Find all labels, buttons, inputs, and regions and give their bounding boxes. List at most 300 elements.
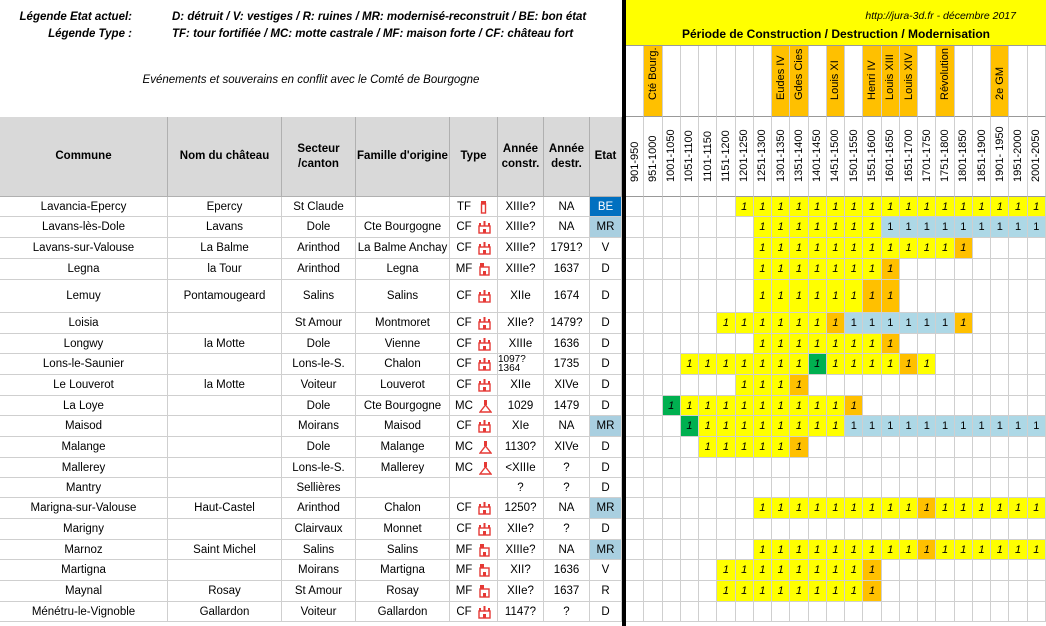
cell-famille [356, 560, 450, 581]
sovereign-header [626, 46, 644, 117]
chateau-value: Epercy [206, 200, 243, 213]
sovereign-label: Gdes Cies [792, 48, 805, 100]
cell-commune [0, 259, 168, 280]
type-code: CF [456, 502, 472, 514]
period-value: 1 [722, 420, 729, 432]
period-cell [900, 354, 918, 375]
period-cell [644, 478, 662, 498]
sovereign-header [845, 46, 863, 117]
period-cell [845, 217, 863, 238]
period-cell [626, 416, 644, 437]
destr-value: XIVe [554, 441, 579, 453]
period-value: 1 [814, 200, 821, 213]
cell-commune [0, 396, 168, 416]
events-caption: Evénements et souverains en conflit avec le Comté de Bourgogne [142, 74, 480, 86]
period-cell [736, 354, 754, 375]
famille-value: La Balme Anchay [357, 242, 448, 254]
cell-secteur [282, 396, 356, 416]
period-cell [900, 560, 918, 581]
cell-chateau [168, 498, 282, 519]
cell-constr [498, 259, 544, 280]
constr-value: XIIIe? [505, 242, 536, 254]
period-cell [882, 498, 900, 519]
period-value: 1 [704, 441, 711, 453]
sovereign-header [681, 46, 699, 117]
cell-type [450, 498, 498, 519]
period-value: 1 [960, 502, 967, 514]
sovereign-header [863, 46, 881, 117]
sovereign-header [663, 46, 681, 117]
period-value: 1 [887, 358, 894, 370]
period-cell [882, 259, 900, 280]
period-label: 1851-1900 [975, 129, 988, 182]
period-cell [973, 396, 991, 416]
period-cell [1028, 416, 1046, 437]
commune-value: Legna [67, 263, 100, 275]
period-value: 1 [1033, 420, 1040, 432]
castle-icon [478, 337, 491, 351]
period-cell [626, 602, 644, 622]
period-cell [973, 458, 991, 478]
period-cell [717, 437, 735, 458]
sovereign-header [1028, 46, 1046, 117]
cell-chateau [168, 313, 282, 334]
period-value: 1 [741, 200, 748, 213]
cell-famille [356, 478, 450, 498]
period-cell [1028, 458, 1046, 478]
period-cell [991, 396, 1009, 416]
cell-constr [498, 498, 544, 519]
cell-secteur [282, 560, 356, 581]
period-label: 901-950 [628, 141, 641, 182]
period-header [1028, 117, 1046, 197]
cell-secteur [282, 478, 356, 498]
cell-type [450, 259, 498, 280]
type-code: MC [455, 461, 473, 474]
castle-icon [478, 357, 491, 371]
period-cell [736, 217, 754, 238]
header-etat-label: Etat [594, 150, 617, 163]
cell-type [450, 280, 498, 313]
period-value: 1 [814, 564, 821, 576]
period-value: 1 [777, 337, 784, 350]
period-cell [754, 540, 772, 560]
period-header [955, 117, 973, 197]
period-cell [900, 375, 918, 396]
period-cell [991, 519, 1009, 540]
period-cell [900, 437, 918, 458]
period-label: 1951-2000 [1012, 129, 1025, 182]
period-cell [717, 458, 735, 478]
period-header [681, 117, 699, 197]
tower-icon [477, 200, 490, 214]
period-cell [845, 313, 863, 334]
period-cell [973, 354, 991, 375]
period-cell [644, 396, 662, 416]
period-value: 1 [777, 290, 784, 302]
period-value: 1 [814, 543, 821, 556]
header-constr [498, 117, 544, 197]
castle-icon [478, 378, 491, 392]
period-cell [827, 416, 845, 437]
constr-value: 1097? 1364 [498, 354, 526, 374]
period-cell [900, 602, 918, 622]
period-value: 1 [850, 502, 857, 514]
period-cell [717, 478, 735, 498]
period-cell [736, 280, 754, 313]
period-cell [681, 602, 699, 622]
period-cell [1009, 334, 1027, 354]
period-cell [772, 396, 790, 416]
period-value: 1 [850, 317, 857, 329]
cell-destr [544, 498, 590, 519]
cell-etat [590, 354, 622, 375]
period-value: 1 [741, 379, 748, 391]
period-value: 1 [795, 358, 803, 370]
cell-destr [544, 519, 590, 540]
table-divider [622, 0, 626, 626]
constr-value: XII? [510, 564, 531, 576]
period-cell [754, 478, 772, 498]
cell-etat [590, 437, 622, 458]
period-cell [772, 197, 790, 217]
period-cell [681, 540, 699, 560]
period-value: 1 [923, 200, 930, 213]
period-cell [991, 354, 1009, 375]
period-cell [809, 280, 827, 313]
period-cell [863, 498, 881, 519]
commune-value: Lavancia-Epercy [40, 200, 127, 213]
castle-icon [478, 522, 491, 536]
period-cell [955, 416, 973, 437]
period-cell [626, 519, 644, 540]
destr-value: 1636 [553, 337, 580, 350]
period-cell [736, 375, 754, 396]
period-cell [809, 375, 827, 396]
period-value: 1 [795, 441, 803, 453]
period-cell [754, 313, 772, 334]
cell-famille [356, 334, 450, 354]
period-cell [790, 437, 808, 458]
period-value: 1 [777, 221, 784, 233]
period-value: 1 [941, 221, 949, 233]
period-label: 1201-1250 [738, 129, 751, 182]
period-cell [809, 313, 827, 334]
secteur-value: Sellières [296, 481, 341, 494]
period-cell [754, 519, 772, 540]
period-cell [827, 540, 845, 560]
constr-value: ? [517, 481, 524, 494]
period-cell [845, 375, 863, 396]
period-cell [900, 416, 918, 437]
commune-value: Longwy [63, 337, 104, 350]
period-cell [699, 498, 717, 519]
period-cell [1028, 396, 1046, 416]
period-cell [863, 458, 881, 478]
period-cell [663, 197, 681, 217]
cell-secteur [282, 354, 356, 375]
cell-commune [0, 416, 168, 437]
period-value: 1 [814, 358, 821, 370]
sovereign-header [644, 46, 662, 117]
period-cell [900, 458, 918, 478]
secteur-value: Dole [306, 399, 331, 412]
period-cell [681, 458, 699, 478]
period-cell [955, 375, 973, 396]
sovereign-header [717, 46, 735, 117]
cell-destr [544, 437, 590, 458]
period-cell [772, 334, 790, 354]
cell-famille [356, 280, 450, 313]
period-cell [663, 259, 681, 280]
famille-value: Montmoret [375, 317, 430, 329]
period-cell [955, 602, 973, 622]
period-cell [809, 478, 827, 498]
period-value: 1 [759, 585, 766, 597]
house-icon [478, 262, 491, 276]
constr-value: XIIIe? [505, 543, 536, 556]
period-cell [626, 437, 644, 458]
period-cell [772, 498, 790, 519]
commune-value: Loisia [68, 317, 99, 329]
period-value: 1 [887, 221, 894, 233]
period-cell [772, 519, 790, 540]
period-cell [955, 334, 973, 354]
period-cell [626, 238, 644, 259]
cell-commune [0, 498, 168, 519]
sovereign-header [827, 46, 845, 117]
commune-value: Le Louverot [53, 379, 114, 391]
type-code: CF [456, 337, 472, 350]
period-cell [845, 238, 863, 259]
commune-value: Maynal [64, 585, 103, 597]
type-code: MF [455, 263, 473, 275]
period-header [936, 117, 954, 197]
period-cell [1009, 375, 1027, 396]
period-value: 1 [868, 290, 876, 302]
commune-value: Malange [61, 441, 106, 453]
secteur-value: Arinthod [297, 242, 340, 254]
cell-constr [498, 437, 544, 458]
period-cell [900, 334, 918, 354]
period-cell [973, 217, 991, 238]
cell-destr [544, 396, 590, 416]
period-cell [663, 602, 681, 622]
period-cell [882, 217, 900, 238]
period-cell [918, 416, 936, 437]
period-value: 1 [850, 543, 857, 556]
period-value: 1 [795, 242, 803, 254]
cell-famille [356, 416, 450, 437]
period-cell [790, 197, 808, 217]
cell-famille [356, 540, 450, 560]
period-value: 1 [1015, 502, 1022, 514]
period-cell [736, 437, 754, 458]
castle-icon [478, 289, 491, 303]
constr-value: <XIIIe [505, 461, 536, 474]
cell-secteur [282, 498, 356, 519]
period-value: 1 [850, 290, 857, 302]
period-cell [626, 498, 644, 519]
period-value: 1 [832, 420, 839, 432]
period-cell [644, 354, 662, 375]
cell-constr [498, 519, 544, 540]
period-header [882, 117, 900, 197]
period-cell [717, 280, 735, 313]
period-cell [973, 478, 991, 498]
period-cell [900, 396, 918, 416]
etat-value: V [601, 242, 610, 254]
famille-value: Louverot [380, 379, 425, 391]
period-cell [991, 498, 1009, 519]
period-cell [827, 313, 845, 334]
period-value: 1 [832, 200, 839, 213]
period-header [754, 117, 772, 197]
period-cell [1009, 354, 1027, 375]
famille-value: Cte Bourgogne [363, 399, 442, 412]
sovereign-label: Cté Bourg. [646, 47, 659, 100]
period-cell [918, 396, 936, 416]
period-cell [845, 458, 863, 478]
period-value: 1 [868, 221, 876, 233]
period-value: 1 [759, 502, 766, 514]
period-cell [790, 519, 808, 540]
legend-type-text: TF: tour fortifiée / MC: motte castrale / MF: maison forte / CF: château fort [172, 28, 574, 40]
period-value: 1 [887, 263, 894, 275]
cell-etat [590, 238, 622, 259]
secteur-value: Dole [306, 221, 331, 233]
period-cell [626, 396, 644, 416]
period-value: 1 [941, 200, 949, 213]
period-cell [1028, 259, 1046, 280]
period-cell [717, 197, 735, 217]
period-cell [663, 416, 681, 437]
cell-destr [544, 197, 590, 217]
period-cell [1028, 197, 1046, 217]
period-value: 1 [704, 399, 711, 412]
cell-commune [0, 602, 168, 622]
cell-chateau [168, 540, 282, 560]
period-cell [845, 560, 863, 581]
period-cell [845, 519, 863, 540]
period-header [626, 117, 644, 197]
type-code: CF [456, 523, 472, 535]
period-value: 1 [704, 358, 711, 370]
period-cell [790, 560, 808, 581]
period-cell [754, 259, 772, 280]
type-code: CF [456, 420, 472, 432]
period-cell [991, 259, 1009, 280]
period-cell [863, 238, 881, 259]
period-value: 1 [887, 543, 894, 556]
period-cell [644, 560, 662, 581]
legend-type-label: Légende Type : [48, 28, 132, 40]
famille-value: Chalon [384, 358, 421, 370]
period-value: 1 [941, 242, 949, 254]
header-famille-label: Famille d'origine [357, 150, 448, 163]
period-value: 1 [759, 379, 766, 391]
period-value: 1 [832, 221, 839, 233]
cell-chateau [168, 396, 282, 416]
period-cell [809, 238, 827, 259]
period-value: 1 [686, 399, 693, 412]
destr-value: ? [563, 481, 570, 494]
cell-etat [590, 259, 622, 280]
period-value: 1 [759, 441, 766, 453]
period-cell [863, 313, 881, 334]
period-cell [663, 437, 681, 458]
period-cell [882, 375, 900, 396]
period-value: 1 [850, 221, 857, 233]
period-cell [809, 354, 827, 375]
period-value: 1 [741, 317, 748, 329]
period-cell [663, 581, 681, 602]
period-cell [936, 354, 954, 375]
period-cell [681, 416, 699, 437]
chateau-value: Gallardon [199, 605, 250, 618]
period-cell [918, 334, 936, 354]
period-cell [900, 280, 918, 313]
cell-chateau [168, 560, 282, 581]
period-cell [772, 478, 790, 498]
period-cell [717, 334, 735, 354]
etat-value: D [601, 605, 610, 618]
period-cell [918, 458, 936, 478]
period-cell [845, 581, 863, 602]
period-value: 1 [905, 543, 912, 556]
sovereign-header [973, 46, 991, 117]
period-cell [699, 416, 717, 437]
castle-icon [478, 419, 491, 433]
commune-value: Maisod [64, 420, 103, 432]
cell-destr [544, 238, 590, 259]
period-value: 1 [795, 379, 803, 391]
period-cell [772, 217, 790, 238]
cell-chateau [168, 238, 282, 259]
cell-etat [590, 197, 622, 217]
cell-constr [498, 581, 544, 602]
etat-value: MR [596, 543, 615, 556]
period-value: 1 [722, 317, 729, 329]
cell-etat [590, 217, 622, 238]
period-cell [736, 519, 754, 540]
period-value: 1 [850, 420, 857, 432]
cell-destr [544, 280, 590, 313]
secteur-value: Dole [306, 441, 331, 453]
header-chateau [168, 117, 282, 197]
cell-famille [356, 602, 450, 622]
period-cell [772, 313, 790, 334]
secteur-value: Moirans [298, 564, 339, 576]
cell-type [450, 197, 498, 217]
period-cell [663, 498, 681, 519]
period-value: 1 [814, 337, 821, 350]
chateau-value: Saint Michel [193, 543, 256, 556]
cell-constr [498, 540, 544, 560]
period-cell [900, 478, 918, 498]
famille-value: Gallardon [377, 605, 428, 618]
destr-value: NA [558, 221, 575, 233]
cell-famille [356, 238, 450, 259]
period-value: 1 [795, 263, 803, 275]
cell-secteur [282, 581, 356, 602]
period-cell [863, 217, 881, 238]
period-label: 1351-1400 [792, 129, 805, 182]
period-cell [644, 602, 662, 622]
period-label: 1501-1550 [847, 129, 860, 182]
period-cell [699, 280, 717, 313]
sovereign-header [809, 46, 827, 117]
